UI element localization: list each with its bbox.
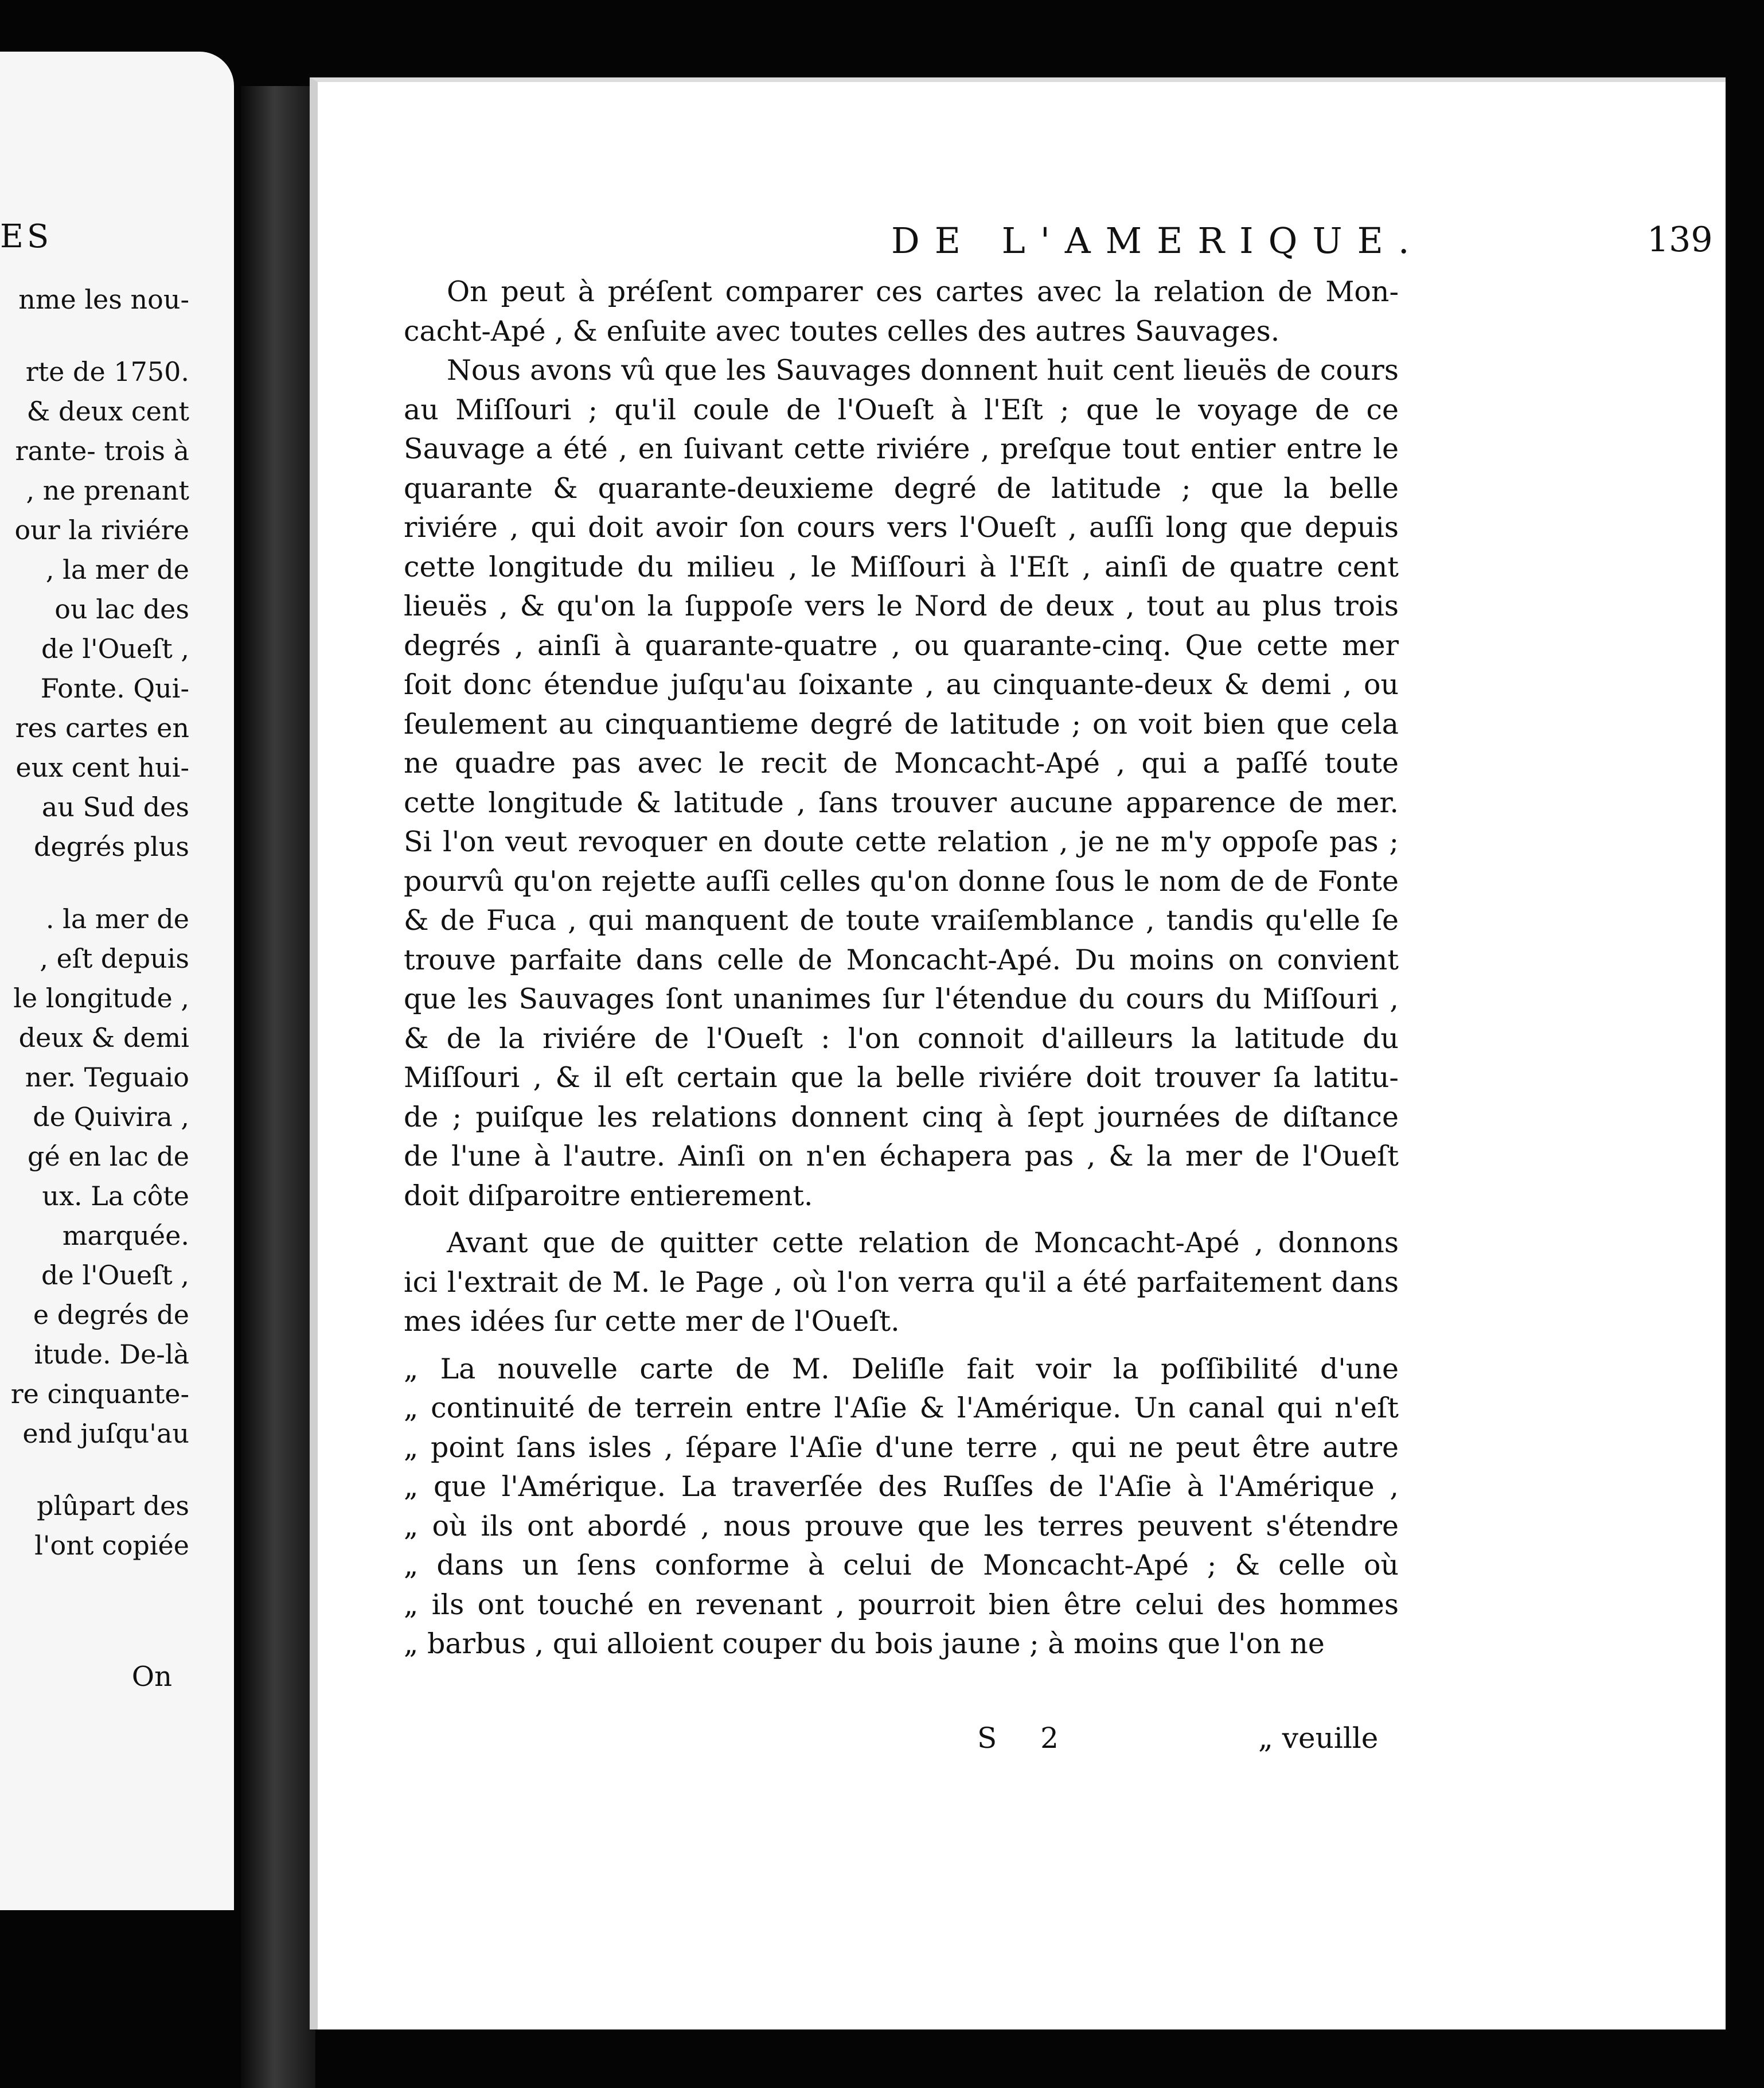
paragraph	[404, 272, 1399, 351]
text-line: cette longitude & latitude , ſans trouver aucune apparence de mer.	[404, 786, 1399, 819]
left-text-line: Fonte. Qui-	[40, 673, 189, 704]
text-line: de l'une à l'autre. Ainſi on n'en échapera pas , & la mer de l'Oueſt	[404, 1140, 1399, 1172]
left-page	[0, 52, 234, 1910]
left-text-line: our la riviére	[14, 515, 189, 546]
left-text-line: rante- trois à	[15, 435, 189, 466]
left-text-line: de Quivira ,	[33, 1101, 189, 1132]
text-line: On peut à préſent comparer ces cartes avec la relation de Mon-	[447, 275, 1399, 308]
paragraph-gap	[404, 1342, 1399, 1350]
left-page-text	[0, 280, 189, 1565]
left-text-line: e degrés de	[33, 1299, 189, 1330]
text-line: „ point ſans isles , ſépare l'Aſie d'une terre , qui ne peut être autre	[404, 1431, 1399, 1464]
text-line: cette longitude du milieu , le Miſſouri à l'Eſt , ainſi de quatre cent	[404, 550, 1399, 583]
text-line: ſoit donc étendue juſqu'au ſoixante , au cinquante-deux & demi , ou	[404, 668, 1399, 701]
text-line: au Miſſouri ; qu'il coule de l'Oueſt à l'Eſt ; que le voyage de ce	[404, 393, 1399, 426]
left-text-line: au Sud des	[41, 792, 189, 823]
text-line: Miſſouri , & il eſt certain que la belle riviére doit trouver ſa latitu-	[404, 1061, 1399, 1094]
catchword: „ veuille	[1258, 1721, 1379, 1755]
text-line: „ ils ont touché en revenant , pourroit bien être celui des hommes	[404, 1588, 1399, 1621]
text-line: quarante & quarante-deuxieme degré de latitude ; que la belle	[404, 472, 1399, 505]
left-text-line: gé en lac de	[28, 1141, 189, 1172]
text-line: Sauvage a été , en ſuivant cette riviére , preſque tout entier entre le	[404, 433, 1399, 465]
right-page	[310, 77, 1726, 2029]
text-line: „ continuité de terrein entre l'Aſie & l'Amérique. Un canal qui n'eſt	[404, 1392, 1399, 1424]
left-text-line: , la mer de	[45, 554, 189, 585]
left-text-line: . la mer de	[45, 903, 189, 934]
body-text	[404, 272, 1399, 1664]
text-line: „ que l'Amérique. La traverſée des Ruſſes de l'Aſie à l'Amérique ,	[404, 1470, 1399, 1503]
left-text-line: de l'Oueſt ,	[41, 1260, 189, 1291]
text-line: de ; puiſque les relations donnent cinq à ſept journées de diſtance	[404, 1100, 1399, 1133]
text-line: Avant que de quitter cette relation de Moncacht-Apé , donnons	[447, 1226, 1399, 1259]
left-text-line: ner. Teguaio	[25, 1062, 189, 1093]
text-line: trouve parfaite dans celle de Moncacht-Apé. Du moins on convient	[404, 943, 1399, 976]
text-line: & de Fuca , qui manquent de toute vraiſemblance , tandis qu'elle ſe	[404, 904, 1399, 937]
paragraph	[404, 351, 1399, 1216]
text-line: riviére , qui doit avoir ſon cours vers l'Oueſt , auſſi long que depuis	[404, 511, 1399, 544]
text-line: pourvû qu'on rejette auſſi celles qu'on donne ſous le nom de de Fonte	[404, 864, 1399, 898]
quoted-paragraph	[404, 1350, 1399, 1664]
left-text-line: end juſqu'au	[22, 1418, 189, 1449]
text-line: & de la riviére de l'Oueſt : l'on connoit d'ailleurs la latitude du	[404, 1022, 1399, 1055]
left-text-line: re cinquante-	[10, 1378, 189, 1409]
text-line: Nous avons vû que les Sauvages donnent huit cent lieuës de cours	[447, 354, 1399, 387]
left-text-line: , eſt depuis	[40, 943, 189, 974]
left-text-line	[0, 1454, 189, 1486]
left-text-line: ou lac des	[54, 594, 189, 625]
text-line: doit diſparoitre entierement.	[404, 1179, 813, 1212]
running-head-title: DE L'AMERIQUE.	[891, 220, 1425, 262]
left-text-line: ux. La côte	[42, 1181, 189, 1211]
text-line: ici l'extrait de M. le Page , où l'on verra qu'il a été parfaitement dans	[404, 1265, 1399, 1299]
text-line: ne quadre pas avec le recit de Moncacht-Apé , qui a paſſé toute	[404, 747, 1399, 780]
signature-mark: S 2	[977, 1721, 1076, 1755]
left-text-line: & deux cent	[26, 396, 189, 427]
text-line: „ La nouvelle carte de M. Deliſle fait voir la poſſibilité d'une	[404, 1352, 1399, 1385]
page-number: 139	[1647, 220, 1713, 260]
left-text-line: degrés plus	[34, 831, 189, 862]
left-text-line: res cartes en	[15, 712, 189, 743]
text-line: cacht-Apé , & enſuite avec toutes celles des autres Sauvages.	[404, 314, 1280, 348]
text-line: „ où ils ont abordé , nous prouve que les terres peuvent s'étendre	[404, 1509, 1399, 1542]
left-catchword: On	[131, 1661, 172, 1693]
left-text-line: nme les nou-	[18, 284, 189, 315]
text-line: Si l'on veut revoquer en doute cette relation , je ne m'y oppoſe pas ;	[404, 825, 1399, 858]
left-text-line: rte de 1750.	[25, 356, 189, 387]
paragraph	[404, 1224, 1399, 1342]
left-text-line: itude. De-là	[34, 1339, 189, 1370]
left-text-line: l'ont copiée	[34, 1530, 189, 1561]
left-text-line: de l'Oueſt ,	[41, 633, 189, 664]
left-text-line	[0, 320, 189, 352]
text-line: mes idées ſur cette mer de l'Oueſt.	[404, 1305, 900, 1338]
left-text-line	[0, 867, 189, 899]
text-line: que les Sauvages ſont unanimes ſur l'étendue du cours du Miſſouri ,	[404, 983, 1399, 1015]
left-text-line: le longitude ,	[13, 983, 189, 1014]
left-text-line: marquée.	[62, 1220, 189, 1251]
left-text-line: deux & demi	[18, 1022, 189, 1053]
left-running-head: ES	[0, 218, 53, 255]
left-text-line: , ne prenant	[26, 475, 189, 506]
running-head	[604, 220, 1726, 266]
paragraph-gap	[404, 1216, 1399, 1224]
text-line: ſeulement au cinquantieme degré de latitude ; on voit bien que cela	[404, 707, 1399, 741]
text-line: „ dans un ſens conforme à celui de Moncacht-Apé ; & celle où	[404, 1549, 1399, 1581]
text-line: degrés , ainſi à quarante-quatre , ou quarante-cinq. Que cette mer	[404, 629, 1399, 662]
left-text-line: eux cent hui-	[15, 752, 189, 783]
text-line: „ barbus , qui alloient couper du bois jaune ; à moins que l'on ne	[404, 1627, 1325, 1660]
book-gutter	[241, 86, 315, 2088]
text-line: lieuës , & qu'on la ſuppoſe vers le Nord de deux , tout au plus trois	[404, 590, 1399, 622]
left-text-line: plûpart des	[36, 1490, 189, 1521]
